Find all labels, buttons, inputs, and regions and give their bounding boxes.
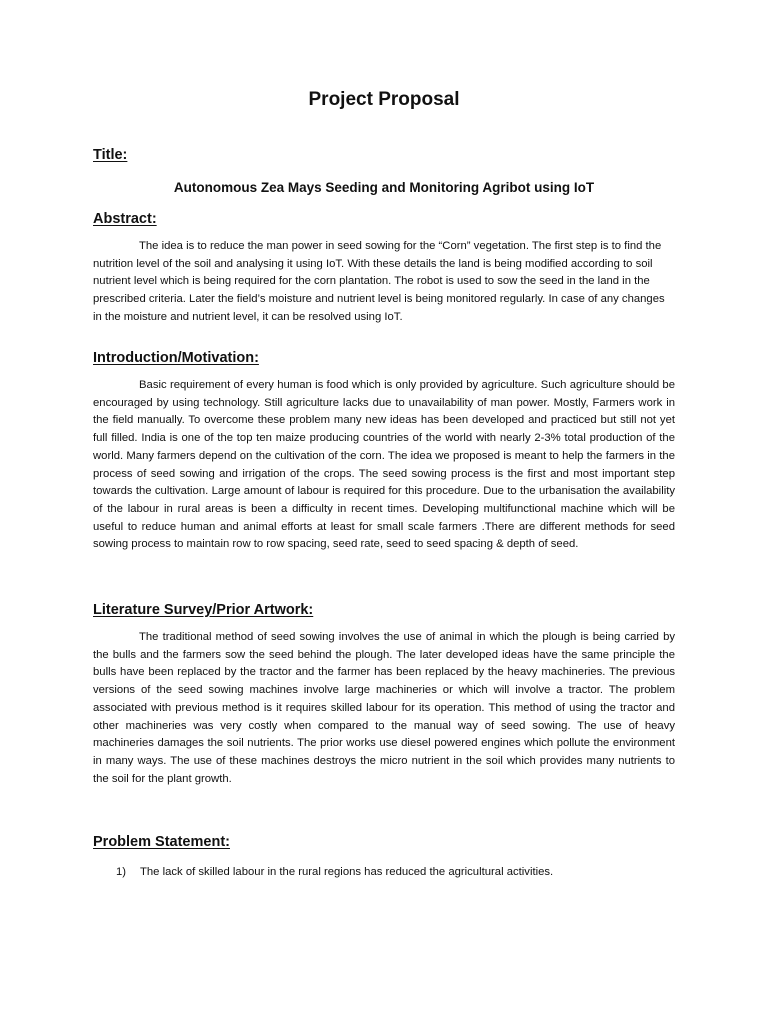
problem-statement-heading: Problem Statement: (93, 834, 230, 850)
introduction-heading: Introduction/Motivation: (93, 350, 259, 366)
list-item-text: The lack of skilled labour in the rural regions has reduced the agricultural activities. (140, 866, 554, 878)
literature-paragraph: The traditional method of seed sowing involves the use of animal in which the plough is being carried by the bulls and the farmers sow the seed behind the plough. The later developed ideas have the same principle the bulls have been replaced by the tractor and the farmer has been replaced by the heavy machineries. The previous versions of the seed sowing machines involve large machineries or which will involve a tractor. The problem associated with previous method is it requires skilled labour for its operation. This method of using the tractor and other machineries was very costly when compared to the manual way of seed sowing. The use of heavy machineries damages the soil nutrients. The prior works use diesel powered engines which pollute the environment in many ways. The use of these machines destroys the micro nutrient in the soil which provides many nutrients to the soil for the plant growth. (93, 631, 675, 785)
title-heading: Title: (93, 147, 128, 163)
introduction-paragraph: Basic requirement of every human is food which is only provided by agriculture. Such agriculture should be encouraged by using technology. Still agriculture lacks due to unavailability of man power. Mostly, Farmers work in the field manually. To overcome these problem many new ideas has been developed and practiced but still not yet full filled. India is one of the top ten maize producing countries of the world with nearly 2-3% total production of the world. Many farmers depend on the cultivation of the corn. The idea we proposed is meant to help the farmers in the process of seed sowing and irrigation of the crops. The seed sowing process is the first and most important step towards the cultivation. Large amount of labour is required for this procedure. Due to the urbanisation the availability of the labour in rural areas is been a difficulty in recent times. Developing multifunctional machine which will be useful to reduce human and animal efforts at least for small scale farmers .There are different methods for seed sowing process to maintain row to row spacing, seed rate, seed to seed spacing & depth of seed. (93, 379, 675, 551)
list-item-number: 1) (116, 866, 127, 878)
project-title: Autonomous Zea Mays Seeding and Monitoring Agribot using IoT (173, 180, 595, 195)
abstract-heading: Abstract: (93, 211, 157, 227)
literature-heading: Literature Survey/Prior Artwork: (93, 602, 314, 618)
abstract-paragraph: The idea is to reduce the man power in seed sowing for the “Corn” vegetation. The first step is to find the nutrition level of the soil and analysing it using IoT. With these details the land is being modified according to soil nutrient level which is being required for the corn plantation. The robot is used to sow the seed in the land in the prescribed criteria. Later the field’s moisture and nutrient level is being monitored regularly. In case of any changes in the moisture and nutrient level, it can be resolved using IoT. (93, 240, 665, 323)
document-title: Project Proposal (308, 89, 460, 110)
list-item (116, 864, 553, 881)
